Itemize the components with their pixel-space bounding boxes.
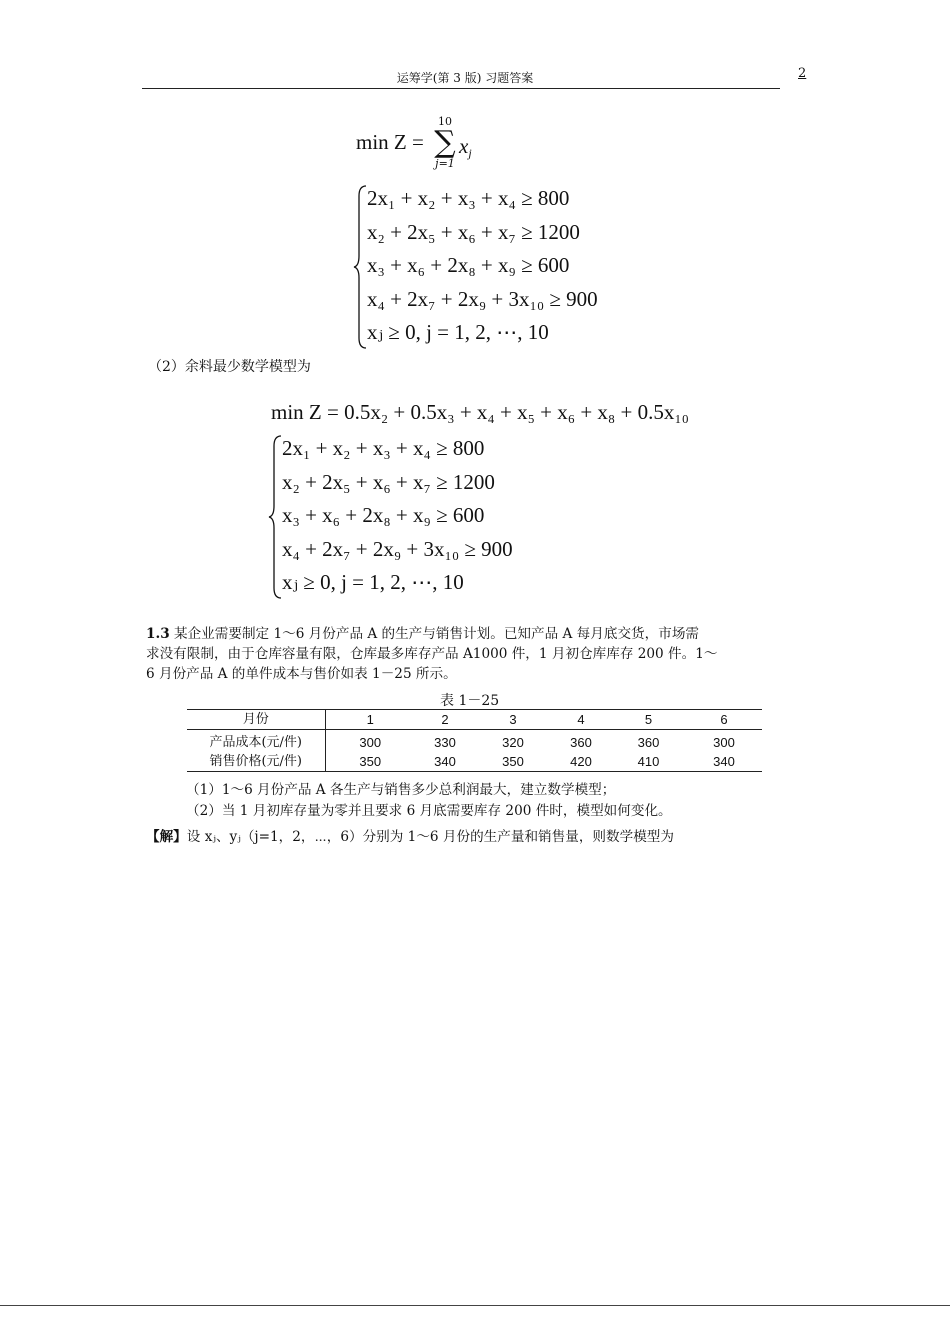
sum-term-sub: j xyxy=(468,146,472,160)
table-cell: 340 xyxy=(434,754,456,769)
table-cell: 340 xyxy=(713,754,735,769)
section2-label: （2）余料最少数学模型为 xyxy=(148,359,311,375)
model1-constraint: 2x₁ + x₂ + x₃ + x₄ ≥ 800 xyxy=(367,186,570,210)
model2-constraint: x₃ + x₆ + 2x₈ + x₉ ≥ 600 xyxy=(282,503,485,527)
problem-line: 1.3 某企业需要制定 1～6 月份产品 A 的生产与销售计划。已知产品 A 每月底交货，市场需 xyxy=(146,626,700,642)
table-cell: 360 xyxy=(637,735,660,750)
model1-constraint: xⱼ ≥ 0, j = 1, 2, ⋯, 10 xyxy=(367,320,549,344)
table-row-label: 销售价格(元/件) xyxy=(187,752,325,771)
model1-constraints xyxy=(367,186,687,356)
solution-line xyxy=(146,825,814,845)
table-cell: 300 xyxy=(359,735,382,750)
solution-text: 设 xⱼ、yⱼ（j=1，2，⋯，6）分别为 1～6 月份的生产量和销售量，则数学模型为 xyxy=(186,829,674,845)
table-row xyxy=(187,752,762,771)
data-table xyxy=(187,709,762,772)
model1-sum-term xyxy=(459,134,472,159)
table-row xyxy=(187,730,762,753)
model2-brace xyxy=(267,434,283,600)
model2-constraints xyxy=(282,436,602,606)
question-item: （1）1～6 月份产品 A 各生产与销售多少总利润最大，建立数学模型； xyxy=(186,782,616,798)
table-cell: 350 xyxy=(502,754,524,769)
model2-constraint: x₂ + 2x₅ + x₆ + x₇ ≥ 1200 xyxy=(282,470,495,494)
table-caption: 表 1－25 xyxy=(440,693,500,709)
model1-brace xyxy=(352,184,368,350)
model1-constraint: x₄ + 2x₇ + 2x₉ + 3x₁₀ ≥ 900 xyxy=(367,287,598,311)
table-month: 5 xyxy=(644,712,653,727)
table-row-label: 产品成本(元/件) xyxy=(187,730,325,753)
problem-line: 6 月份产品 A 的单件成本与售价如表 1－25 所示。 xyxy=(146,666,457,682)
header-rule xyxy=(142,88,780,89)
table-cell: 360 xyxy=(570,735,592,750)
model2-objective: min Z = 0.5x₂ + 0.5x₃ + x₄ + x₅ + x₆ + x₈ + 0.5x₁₀ xyxy=(271,400,689,424)
table-cell: 420 xyxy=(570,754,592,769)
problem-line: 求没有限制，由于仓库容量有限，仓库最多库存产品 A1000 件，1 月初仓库库存 200 件。1～ xyxy=(146,646,718,662)
table-cell: 410 xyxy=(637,754,660,769)
page-number: 2 xyxy=(798,66,807,81)
sum-upper-limit: 10 xyxy=(438,115,452,128)
table-month: 6 xyxy=(720,712,728,727)
table-cell: 320 xyxy=(502,735,524,750)
model2-constraint: x₄ + 2x₇ + 2x₉ + 3x₁₀ ≥ 900 xyxy=(282,537,513,561)
model1-objective xyxy=(356,130,424,155)
page-bottom-rule xyxy=(0,1305,950,1306)
table-cell: 330 xyxy=(434,735,456,750)
running-header-title: 运筹学(第 3 版) 习题答案 xyxy=(396,71,534,85)
table-header-label: 月份 xyxy=(187,710,325,730)
model2-constraint: 2x₁ + x₂ + x₃ + x₄ ≥ 800 xyxy=(282,436,485,460)
problem-number: 1.3 xyxy=(146,626,170,642)
table-month: 2 xyxy=(441,712,449,727)
question-list xyxy=(186,780,806,822)
question-item: （2）当 1 月初库存量为零并且要求 6 月底需要库存 200 件时，模型如何变化。 xyxy=(186,803,672,819)
problem-paragraph xyxy=(146,624,814,684)
model2-constraint: xⱼ ≥ 0, j = 1, 2, ⋯, 10 xyxy=(282,570,464,594)
table-month: 1 xyxy=(366,712,374,727)
solution-tag: 【解】 xyxy=(146,829,187,845)
model1-constraint: x₂ + 2x₅ + x₆ + x₇ ≥ 1200 xyxy=(367,220,580,244)
table-cell: 300 xyxy=(713,735,735,750)
model1-objective-prefix: min Z = xyxy=(356,130,424,154)
table-month: 4 xyxy=(577,712,585,727)
table-header-row xyxy=(187,710,762,730)
sum-lower-limit: j=1 xyxy=(435,157,455,170)
table-month: 3 xyxy=(509,712,517,727)
table-cell: 350 xyxy=(359,754,382,769)
sum-term-var: x xyxy=(459,134,469,158)
sigma-symbol: ∑ xyxy=(434,125,456,160)
model1-constraint: x₃ + x₆ + 2x₈ + x₉ ≥ 600 xyxy=(367,253,570,277)
model1-summation xyxy=(430,116,460,170)
